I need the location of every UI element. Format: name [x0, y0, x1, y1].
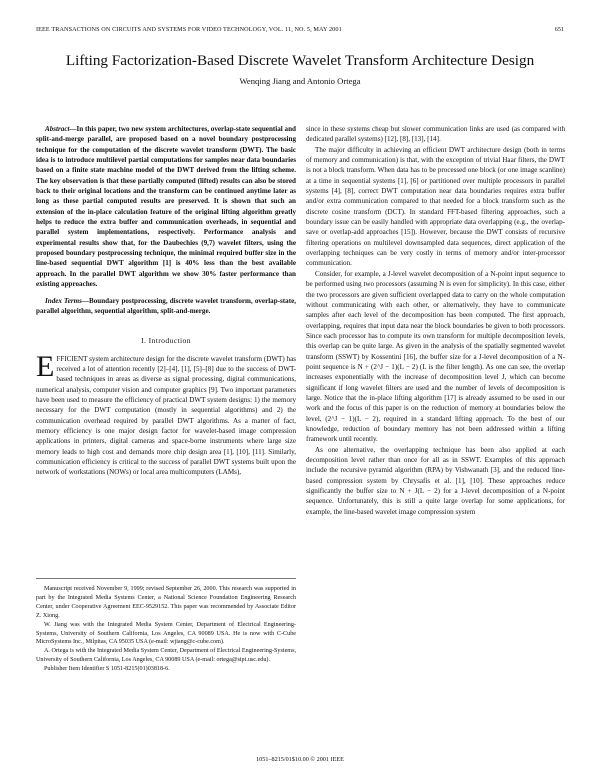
footnote: A. Ortega is with the Integrated Media System Center, Department of Electrical Engineering-Systems, University of Southern California, Los Angeles, CA 90089 USA (e-mail: ortega@sipi.usc.edu).: [36, 648, 296, 664]
intro-paragraph: [36, 349, 296, 478]
left-column: [36, 124, 296, 478]
index-terms-text: Boundary postprocessing, discrete wavelet transform, overlap-state, parallel algorithm, sequential algorithm, split-and-merge.: [36, 296, 296, 315]
page-number: 651: [554, 26, 564, 33]
journal-header: IEEE TRANSACTIONS ON CIRCUITS AND SYSTEMS FOR VIDEO TECHNOLOGY, VOL. 11, NO. 5, MAY 2001: [36, 26, 342, 33]
body-paragraph: since in these systems cheap but slower communication links are used (as compared with dedicated parallel systems) [12], [8], [13], [14].: [306, 125, 565, 144]
index-terms: [36, 296, 296, 317]
paper-title: Lifting Factorization-Based Discrete Wavelet Transform Architecture Design: [65, 52, 535, 69]
footnote: Publisher Item Identifier S 1051-8215(01)03818-6.: [44, 666, 170, 673]
body-paragraph: The major difficulty in achieving an efficient DWT architecture design (both in terms of memory and communication) is that, with the exception of trivial Haar filters, the DWT is not a block transform. When data has to be processed one block (or one image scanline) at a time in sequential systems [1], [6] or partitioned over multiple processors in parallel systems [4], [8], correct DWT computation near data boundaries requires extra buffer and/or extra communication compared to that needed for a block transform such as the discrete cosine transform (DCT). In standard FFT-based filtering approaches, such a boundary issue can be easily handled with appropriate data overlapping (e.g., the overlap-save or overlap-add approaches [15]). However, because the DWT consists of recursive filtering operations on multilevel downsampled data sequences, direct application of the overlapping techniques can be very costly in terms of memory and/or inter-processor communication.: [306, 145, 565, 268]
abstract-lead: Abstract—: [45, 125, 77, 133]
right-column: [306, 124, 565, 517]
section-heading: I. Introduction: [141, 336, 191, 346]
index-terms-lead: Index Terms—: [45, 296, 89, 305]
copyright-footer: 1051–8215/01$10.00 © 2001 IEEE: [256, 756, 344, 763]
body-paragraph: Consider, for example, a J-level wavelet decomposition of a N-point input sequence to be performed using two processors (assuming N is even for simplicity). In this case, either the two processors are given sufficient overlapped data to carry on the whole computation without communicating with each other, or alternatively, they have to communicate samples after each level of the decomposition has been computed. The first approach, overlapping, requires that input data near the block boundaries be given to both processors. Since each processor has to compute its own transform for multiple decomposition levels, this overlap can be quite large. As given in the analysis of the spatially segmented wavelet transform (SSWT) by Kossentini [16], the buffer size for a J-level decomposition of a N-point sequence is N + (2^J − 1)(L − 2) (L is the filter length). As one can see, the overlap increases exponentially with the increase of decomposition level J, which can become significant if long wavelet filters are used and the number of levels of decomposition is large. Notice that the in-place lifting algorithm [17] is already assumed to be used in our work and the focus of this paper is on the reduction of memory at boundaries below the level, (2^J − 1)(L − 2), required in a standard lifting approach. To the best of our knowledge, reduction of boundary memory has not been addressed within a lifting framework until recently.: [306, 269, 565, 444]
abstract: [36, 124, 296, 290]
footnote: Manuscript received November 9, 1999; revised September 26, 2000. This research was supported in part by the Integrated Media Systems Center, a National Science Foundation Engineering Research Center, under Cooperative Agreement EEC-9529152. This paper was recommended by Associate Editor Z. Xiong.: [36, 586, 296, 619]
authors: Wenqing Jiang and Antonio Ortega: [239, 76, 361, 86]
abstract-text: In this paper, two new system architectures, overlap-state sequential and split-and-merge parallel, are proposed based on a novel boundary postprocessing technique for the computation of the discrete wavelet transform (DWT). The basic idea is to introduce multilevel partial computations for samples near data boundaries based on a finite state machine model of the DWT derived from the lifting scheme. The key observation is that these partially computed (lifted) results can also be stored back to their original locations and the transform can be continued anytime later as long as these partial computed results are preserved. It is shown that such an extension of the in-place calculation feature of the original lifting algorithm greatly helps to reduce the extra buffer and communication overheads, in sequential and parallel system implementations, respectively. Performance analysis and experimental results show that, for the Daubechies (9,7) wavelet filters, using the proposed boundary postprocessing technique, the minimal required buffer size in the line-based sequential DWT algorithm [1] is 40% less than the best available approach. In the parallel DWT algorithm we show 30% faster performance than existing approaches.: [36, 125, 296, 289]
intro-text: FFICIENT system architecture design for the discrete wavelet transform (DWT) has received a lot of attention recently [2]–[4], [1], [5]–[8] due to the success of DWT-based techniques in areas as diverse as signal processing, digital communications, numerical analysis, computer vision and computer graphics [9]. Two important parameters have been used to measure the efficiency of practical DWT system designs: 1) the memory necessary for the DWT computation (mostly in sequential algorithms) and 2) the communication overhead required by parallel DWT algorithms. As a matter of fact, memory efficiency is one major design factor for wavelet-based image compression applications in printers, digital cameras and space-borne instruments where large size memory leads to high cost and demands more chip design area [1], [10], [11]. Similarly, communication efficiency is critical to the success of parallel DWT systems built upon the network of workstations (NOWs) or local area multicomputers (LAMs),: [36, 354, 296, 477]
footnotes: [36, 578, 296, 674]
footnote: W. Jiang was with the Integrated Media System Center, Department of Electrical Engineering-Systems, University of Southern California, Los Angeles, CA 90089 USA. He is now with C-Cube MicroSystems Inc., Milpitas, CA 95035 USA (e-mail: wjiang@c-cube.com).: [36, 621, 296, 646]
body-paragraph: As one alternative, the overlapping technique has been also applied at each decomposition level rather than once for all as in SSWT. Examples of this approach include the recursive pyramid algorithm (RPA) by Vishwanath [3], and the reduced line-based compression system by Chrysafis et al. [1], [10]. These approaches reduce significantly the buffer size to N + J(L − 2) for a J-level decomposition of a N-point sequence. Unfortunately, this is still a quite large overlap for some applications, for example, the line-based wavelet image compression system: [306, 445, 565, 516]
drop-cap: E: [36, 349, 55, 383]
